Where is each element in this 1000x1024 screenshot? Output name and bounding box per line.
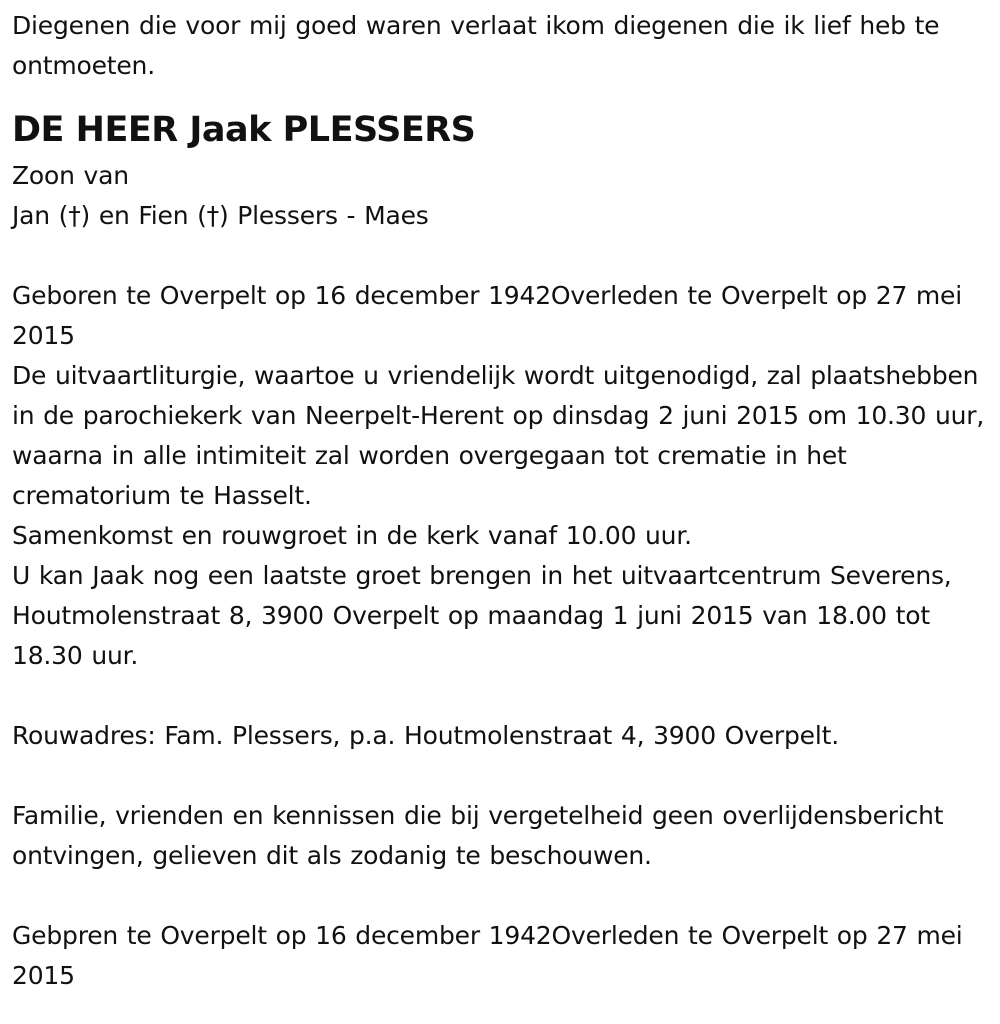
intro-quote: Diegenen die voor mij goed waren verlaat ikom diegenen die ik lief heb te ontmoeten. xyxy=(12,11,940,80)
parents-names: Jan (†) en Fien (†) Plessers - Maes xyxy=(12,201,429,230)
mourning-address: Rouwadres: Fam. Plessers, p.a. Houtmolenstraat 4, 3900 Overpelt. xyxy=(12,721,839,750)
deceased-name: DE HEER Jaak PLESSERS xyxy=(12,110,476,150)
visitation-info: U kan Jaak nog een laatste groet brengen in het uitvaartcentrum Severens, Houtmolenstraat 8, 3900 Overpelt op maandag 1 juni 2015 van 18.00 tot 18.30 uur. xyxy=(12,561,952,670)
funeral-liturgy: De uitvaartliturgie, waartoe u vriendelijk wordt uitgenodigd, zal plaatshebben in de parochiekerk van Neerpelt-Herent op dinsdag 2 juni 2015 om 10.30 uur, waarna in alle intimiteit zal worden overgegaan tot crematie in het crematorium te Hasselt. xyxy=(12,361,985,510)
birth-death-dates-repeat: Gebpren te Overpelt op 16 december 1942Overleden te Overpelt op 27 mei 2015 xyxy=(12,921,963,990)
birth-death-dates: Geboren te Overpelt op 16 december 1942Overleden te Overpelt op 27 mei 2015 xyxy=(12,281,962,350)
gathering-info: Samenkomst en rouwgroet in de kerk vanaf 10.00 uur. xyxy=(12,521,692,550)
parents-label: Zoon van xyxy=(12,161,129,190)
notice-text: Familie, vrienden en kennissen die bij vergetelheid geen overlijdensbericht ontvingen, gelieven dit als zodanig te beschouwen. xyxy=(12,801,944,870)
